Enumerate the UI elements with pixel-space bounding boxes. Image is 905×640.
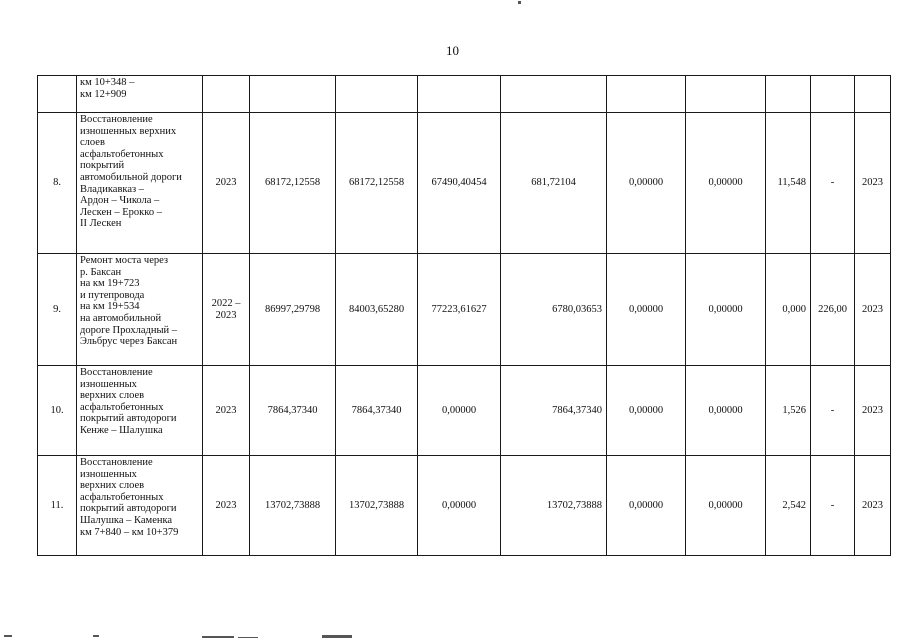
table-row <box>38 113 891 254</box>
cell-year: 2023 <box>855 254 891 366</box>
cell-program-total: 7864,37340 <box>336 366 418 456</box>
cell-num: 8. <box>38 113 77 254</box>
cell-local-budget: 0,00000 <box>607 254 686 366</box>
table-row <box>38 366 891 456</box>
cell-other-sources <box>686 76 766 113</box>
cell-period: 2022 – 2023 <box>203 254 250 366</box>
scan-artifact-mark <box>93 635 99 637</box>
cell-extra-value: - <box>811 456 855 556</box>
cell-year: 2023 <box>855 366 891 456</box>
table-row <box>38 254 891 366</box>
cell-year <box>855 76 891 113</box>
cell-num <box>38 76 77 113</box>
cell-local-budget: 0,00000 <box>607 113 686 254</box>
cell-year: 2023 <box>855 113 891 254</box>
cell-federal-budget: 0,00000 <box>418 456 501 556</box>
cell-length: 0,000 <box>766 254 811 366</box>
table-row-continued <box>38 76 891 113</box>
cell-extra-value <box>811 76 855 113</box>
cell-num: 10. <box>38 366 77 456</box>
cell-federal-budget: 67490,40454 <box>418 113 501 254</box>
scan-artifact-mark <box>322 635 352 638</box>
scan-artifact-mark <box>518 1 521 4</box>
cell-object-name: км 10+348 – км 12+909 <box>77 76 203 113</box>
cell-period: 2023 <box>203 366 250 456</box>
cell-program-total: 84003,65280 <box>336 254 418 366</box>
cell-total-cost <box>250 76 336 113</box>
cell-other-sources: 0,00000 <box>686 366 766 456</box>
cell-length <box>766 76 811 113</box>
program-table <box>37 75 891 556</box>
cell-extra-value: - <box>811 113 855 254</box>
cell-regional-budget: 681,72104 <box>501 113 607 254</box>
cell-other-sources: 0,00000 <box>686 456 766 556</box>
cell-program-total: 13702,73888 <box>336 456 418 556</box>
cell-total-cost: 86997,29798 <box>250 254 336 366</box>
cell-length: 11,548 <box>766 113 811 254</box>
cell-regional-budget: 13702,73888 <box>501 456 607 556</box>
scan-artifact-mark <box>238 637 258 638</box>
scan-artifact-mark <box>202 636 234 638</box>
cell-num: 11. <box>38 456 77 556</box>
cell-federal-budget: 77223,61627 <box>418 254 501 366</box>
cell-length: 2,542 <box>766 456 811 556</box>
page-number: 10 <box>446 43 459 58</box>
cell-regional-budget: 6780,03653 <box>501 254 607 366</box>
cell-object-name: Восстановление изношенных верхних слоев асфальтобетонных покрытий автомобильной дороги Владикавказ – Ардон – Чикола – Лескен – Ерокко – II Лескен <box>77 113 203 254</box>
cell-period: 2023 <box>203 113 250 254</box>
cell-local-budget: 0,00000 <box>607 366 686 456</box>
cell-num: 9. <box>38 254 77 366</box>
cell-regional-budget: 7864,37340 <box>501 366 607 456</box>
cell-local-budget <box>607 76 686 113</box>
cell-regional-budget <box>501 76 607 113</box>
cell-object-name: Ремонт моста через р. Баксан на км 19+723 и путепровода на км 19+534 на автомобильной дороге Прохладный – Эльбрус через Баксан <box>77 254 203 366</box>
table-row <box>38 456 891 556</box>
cell-object-name: Восстановление изношенных верхних слоев асфальтобетонных покрытий автодороги Кенже – Шалушка <box>77 366 203 456</box>
cell-local-budget: 0,00000 <box>607 456 686 556</box>
cell-object-name: Восстановление изношенных верхних слоев асфальтобетонных покрытий автодороги Шалушка – Каменка км 7+840 – км 10+379 <box>77 456 203 556</box>
cell-total-cost: 68172,12558 <box>250 113 336 254</box>
cell-other-sources: 0,00000 <box>686 254 766 366</box>
cell-program-total <box>336 76 418 113</box>
cell-program-total: 68172,12558 <box>336 113 418 254</box>
cell-other-sources: 0,00000 <box>686 113 766 254</box>
cell-period <box>203 76 250 113</box>
cell-length: 1,526 <box>766 366 811 456</box>
cell-federal-budget: 0,00000 <box>418 366 501 456</box>
cell-extra-value: 226,00 <box>811 254 855 366</box>
cell-extra-value: - <box>811 366 855 456</box>
cell-total-cost: 7864,37340 <box>250 366 336 456</box>
cell-total-cost: 13702,73888 <box>250 456 336 556</box>
cell-period: 2023 <box>203 456 250 556</box>
scan-artifact-mark <box>4 635 12 637</box>
cell-federal-budget <box>418 76 501 113</box>
cell-year: 2023 <box>855 456 891 556</box>
